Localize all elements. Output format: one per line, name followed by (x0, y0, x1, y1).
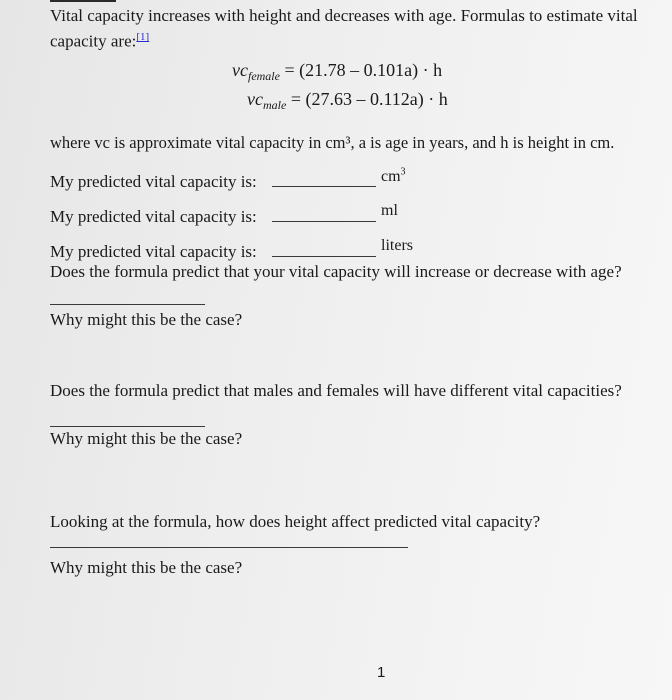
page-number: 1 (377, 664, 386, 681)
prediction-label-liters: My predicted vital capacity is: (50, 242, 257, 261)
formula-male-subscript: male (262, 98, 287, 112)
followup-age: Why might this be the case? (50, 310, 243, 329)
question-sex: Does the formula predict that males and females will have different vital capacities? (50, 381, 622, 400)
footnote-link[interactable]: [1] (136, 31, 150, 43)
formula-male-rhs: = (27.63 – 0.112a) · h (290, 89, 448, 109)
prediction-unit-ml: ml (381, 202, 398, 219)
unit-cm-sup: 3 (400, 166, 406, 178)
answer-line-sex[interactable] (50, 426, 205, 427)
definition-text: where vc is approximate vital capacity in cm³, a is age in years, and h is height in cm. (50, 133, 615, 152)
top-rule (50, 0, 116, 2)
prediction-blank-liters[interactable] (272, 256, 376, 257)
intro-line-2 (50, 32, 149, 50)
prediction-unit-cm3 (381, 166, 406, 185)
followup-sex: Why might this be the case? (50, 429, 243, 448)
formula-male (247, 89, 448, 112)
prediction-blank-ml[interactable] (272, 221, 376, 222)
question-age: Does the formula predict that your vital capacity will increase or decrease with age? (50, 262, 622, 281)
followup-height: Why might this be the case? (50, 558, 243, 577)
formula-female-lhs: vc (232, 60, 248, 80)
intro-line-2-text: capacity are: (50, 31, 137, 51)
prediction-blank-cm3[interactable] (272, 186, 376, 187)
unit-cm-text: cm (381, 168, 401, 185)
answer-line-height[interactable] (50, 547, 408, 548)
formula-female-rhs: = (21.78 – 0.101a) · h (284, 60, 443, 80)
question-height: Looking at the formula, how does height affect predicted vital capacity? (50, 512, 541, 531)
formula-female (232, 60, 443, 83)
formula-male-lhs: vc (247, 89, 263, 109)
formula-female-subscript: female (247, 69, 280, 83)
intro-line-1: Vital capacity increases with height and decreases with age. Formulas to estimate vital (50, 6, 638, 25)
prediction-label-ml: My predicted vital capacity is: (50, 207, 257, 226)
answer-line-age[interactable] (50, 304, 205, 305)
prediction-unit-liters: liters (381, 237, 413, 254)
prediction-label-cm3: My predicted vital capacity is: (50, 172, 257, 191)
